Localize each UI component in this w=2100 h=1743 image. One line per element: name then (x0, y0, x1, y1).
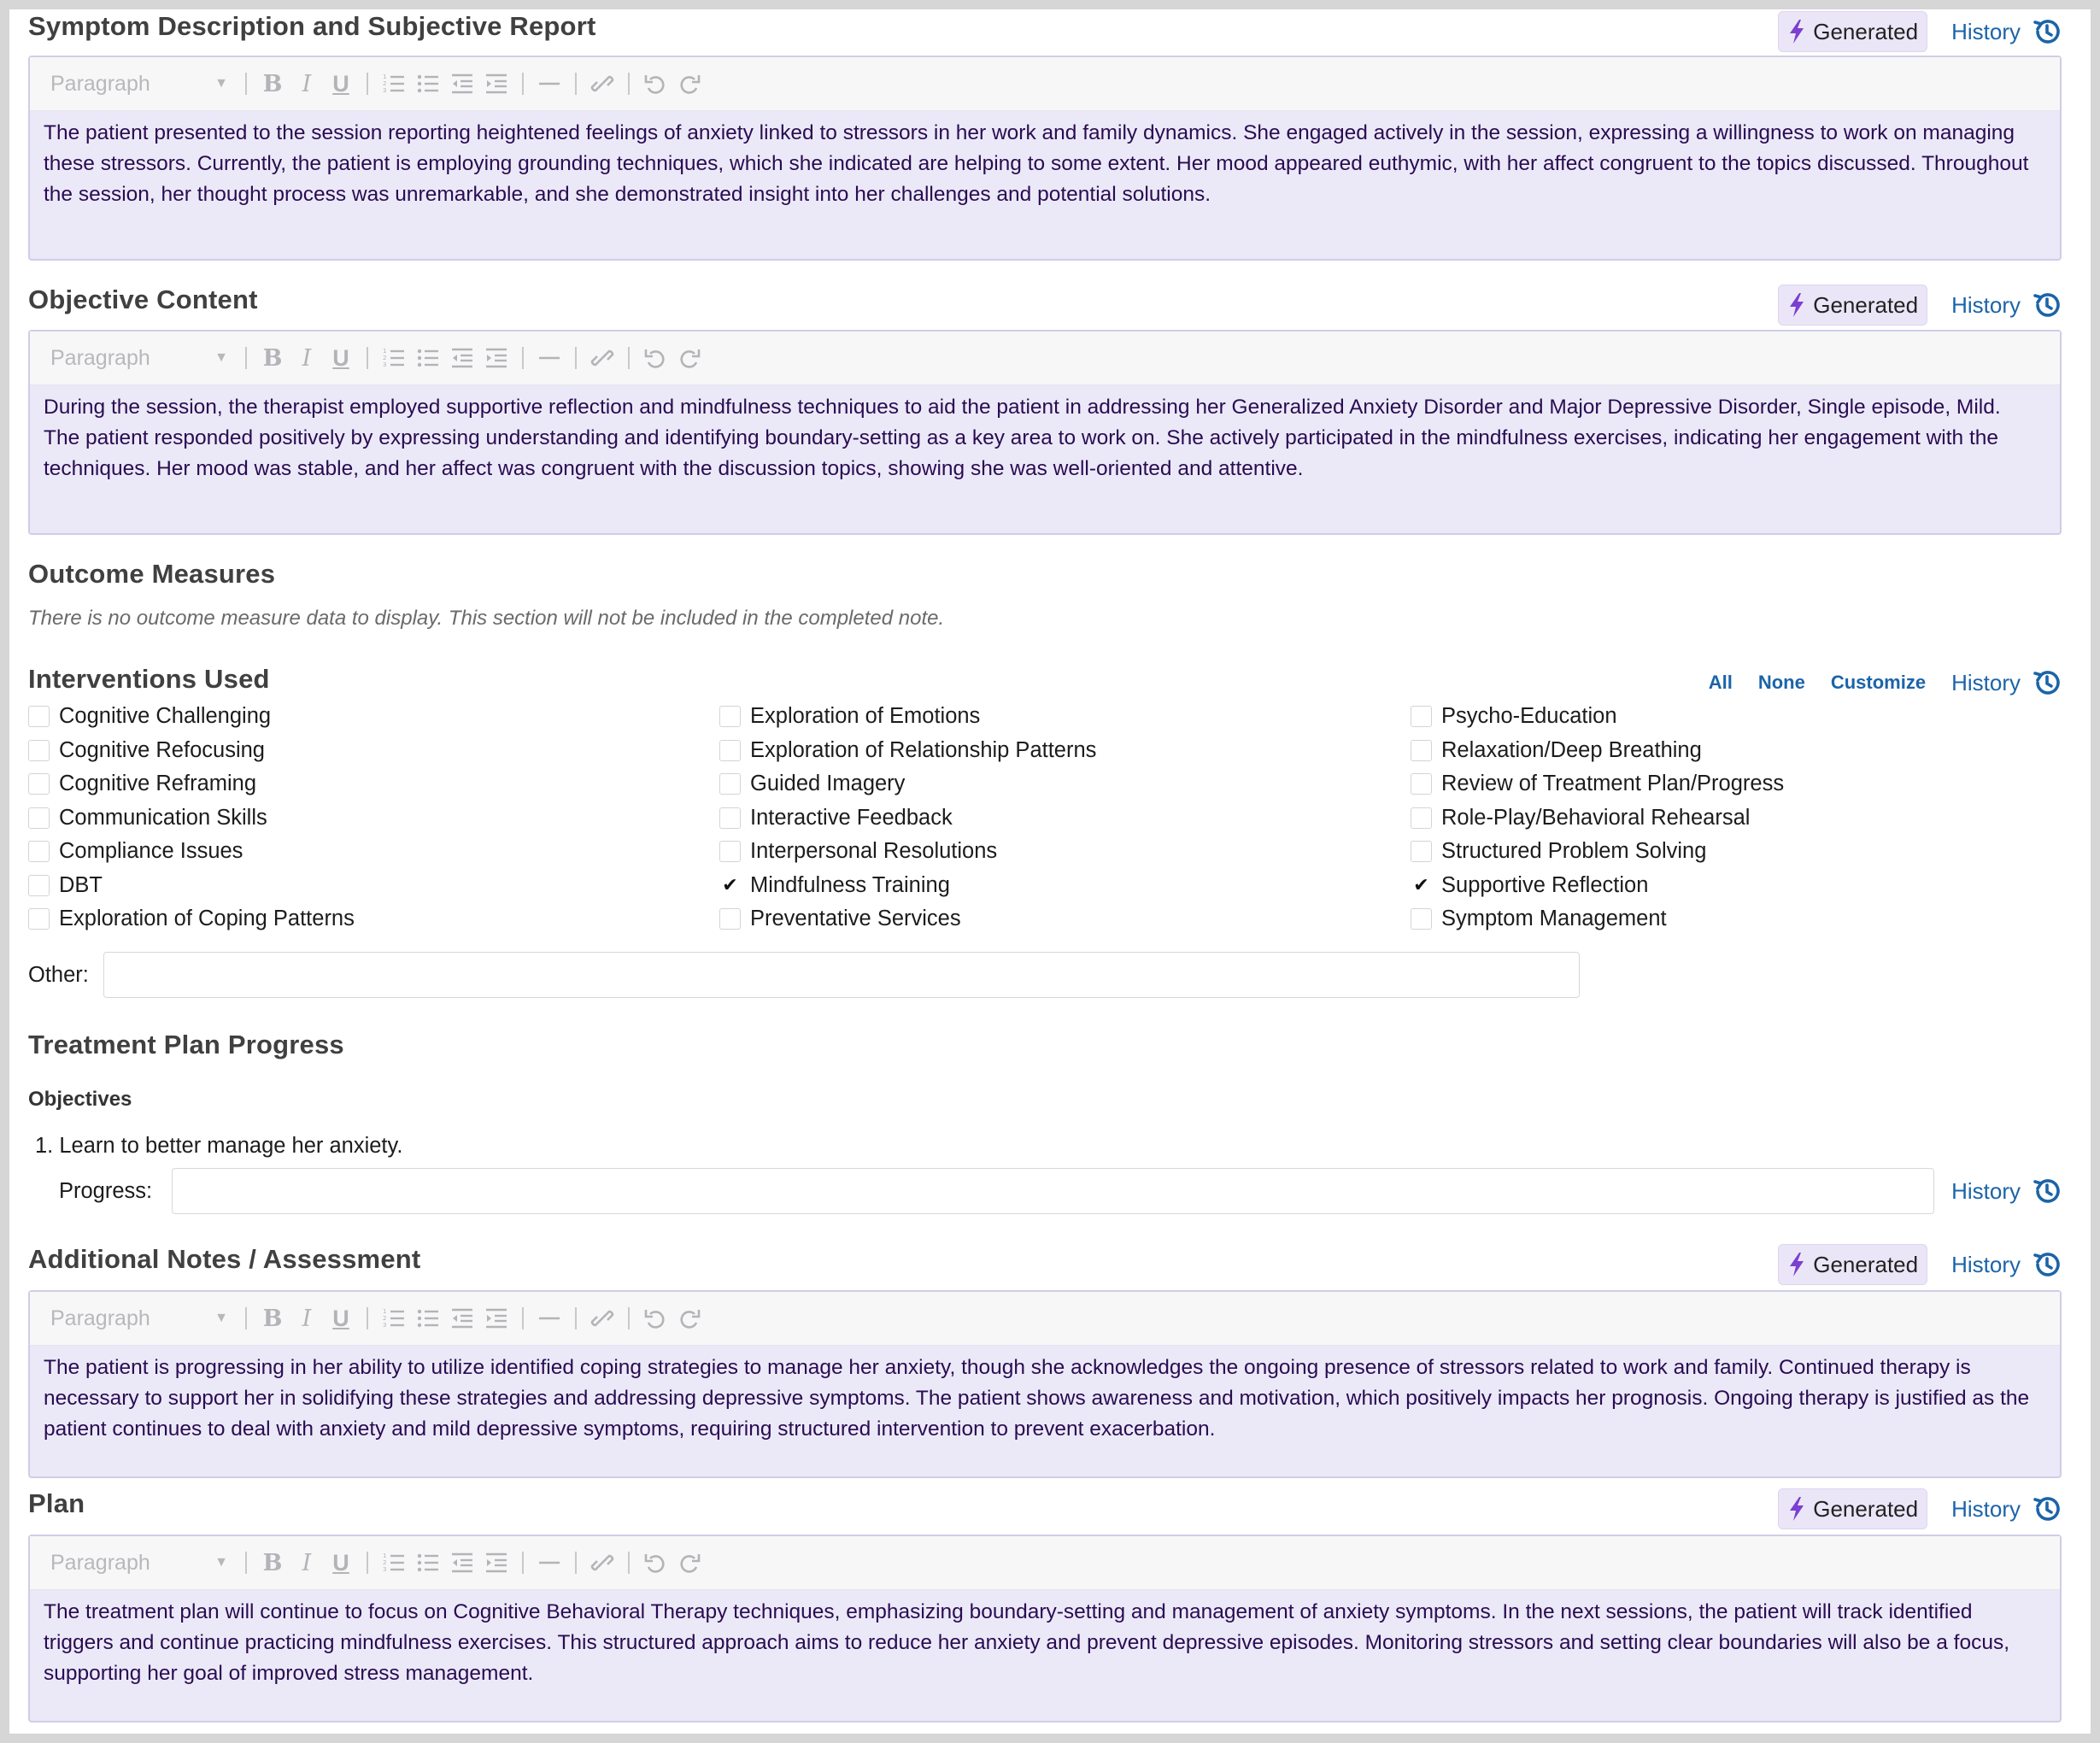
checkbox[interactable] (719, 807, 741, 829)
note-form (9, 9, 2091, 1734)
progress-input[interactable] (172, 1168, 1934, 1214)
link-icon[interactable] (585, 67, 619, 101)
bullet-list-icon[interactable] (411, 1301, 445, 1335)
toolbar-divider (575, 1307, 577, 1329)
checkbox[interactable] (719, 740, 741, 761)
intervention-option[interactable] (28, 767, 355, 801)
plan-section-header (28, 1487, 2062, 1533)
generated-label: Generated (1813, 1251, 1919, 1277)
intervention-option[interactable] (28, 869, 355, 903)
lightning-bolt-icon (1787, 1252, 1806, 1277)
checkbox[interactable] (28, 740, 50, 761)
intervention-label: Structured Problem Solving (1441, 839, 1707, 864)
section-title: Symptom Description and Subjective Report (28, 11, 596, 41)
checkbox[interactable] (1411, 908, 1432, 930)
select-all-link[interactable]: All (1708, 672, 1733, 693)
objective-section-header (28, 283, 2062, 329)
select-none-link[interactable]: None (1757, 672, 1805, 693)
checkbox[interactable] (1411, 740, 1432, 761)
intervention-label: Supportive Reflection (1441, 872, 1649, 897)
paragraph-select[interactable] (50, 1551, 237, 1576)
header-actions (1709, 661, 2062, 704)
history-label: History (1951, 1495, 2021, 1522)
intervention-label: Communication Skills (59, 805, 267, 830)
redo-icon[interactable] (672, 67, 707, 101)
checkbox[interactable] (28, 841, 50, 862)
toolbar-divider (245, 347, 247, 369)
toolbar-divider (575, 73, 577, 95)
history-icon (2033, 17, 2062, 46)
italic-icon[interactable]: I (302, 1305, 312, 1332)
symptom-section-header (28, 9, 2062, 56)
chevron-down-icon: ▼ (214, 1555, 228, 1570)
undo-icon[interactable] (638, 341, 672, 375)
intervention-label: Role-Play/Behavioral Rehearsal (1441, 805, 1751, 830)
history-label: History (1951, 18, 2021, 44)
paragraph-label: Paragraph (50, 1306, 150, 1330)
intervention-option[interactable] (719, 835, 1096, 869)
toolbar-divider (628, 347, 630, 369)
link-icon[interactable] (585, 1301, 619, 1335)
intervention-label: Compliance Issues (59, 839, 243, 864)
toolbar-divider (245, 1552, 247, 1574)
history-label: History (1951, 1177, 2021, 1204)
generated-label: Generated (1813, 291, 1919, 318)
svg-text:1: 1 (383, 348, 387, 355)
bold-icon[interactable]: B (262, 1305, 283, 1332)
numbered-list-icon[interactable] (377, 1546, 411, 1580)
indent-icon[interactable] (479, 341, 513, 375)
checkbox[interactable] (1411, 841, 1432, 862)
bullet-list-icon[interactable] (411, 341, 445, 375)
editor-text[interactable]: During the session, the therapist employed supportive reflection and mindfulness techniques to aid the patient in addressing her Generalized Anxiety Disorder and Major Depressive Disorder, Single episode, Mild. The patient responded positively by expressing understanding and identifying boundary-setting as a key area to work on. She actively participated in the mindfulness exercises, indicating her engagement with the techniques. Her mood was stable, and her affect was congruent with the discussion topics, showing she was well-oriented and attentive. (44, 396, 2001, 480)
indent-icon[interactable] (479, 1301, 513, 1335)
intervention-option[interactable] (1411, 700, 1784, 734)
checkbox[interactable] (1411, 706, 1432, 727)
italic-icon[interactable]: I (302, 1549, 312, 1576)
other-label: Other: (28, 963, 89, 987)
horizontal-rule-icon[interactable] (532, 1546, 566, 1580)
indent-icon[interactable] (479, 67, 513, 101)
generated-badge (1778, 11, 1927, 52)
intervention-option[interactable] (28, 835, 355, 869)
history-icon (2033, 668, 2062, 697)
bold-icon[interactable]: B (262, 344, 283, 372)
editor-toolbar (30, 1536, 2060, 1590)
editor-toolbar (30, 332, 2060, 385)
objective-item: 1. Learn to better manage her anxiety. (35, 1134, 403, 1158)
generated-label: Generated (1813, 18, 1919, 44)
checkbox[interactable] (719, 908, 741, 930)
underline-icon[interactable]: U (332, 70, 349, 97)
undo-icon[interactable] (638, 1546, 672, 1580)
bold-icon[interactable]: B (262, 70, 283, 97)
outcome-empty-message: There is no outcome measure data to display. This section will not be included in the completed note. (28, 607, 945, 630)
customize-link[interactable]: Customize (1830, 672, 1927, 693)
toolbar-divider (245, 73, 247, 95)
history-button[interactable] (1951, 1250, 2062, 1279)
intervention-option[interactable] (719, 801, 1096, 836)
intervention-label: Exploration of Coping Patterns (59, 907, 355, 931)
intervention-label: Guided Imagery (750, 772, 906, 796)
horizontal-rule-icon[interactable] (532, 341, 566, 375)
intervention-option[interactable] (1411, 869, 1784, 903)
svg-text:2: 2 (383, 1559, 387, 1566)
history-button[interactable] (1951, 17, 2062, 46)
history-icon (2033, 1177, 2062, 1206)
section-title: Objective Content (28, 285, 258, 314)
lightning-bolt-icon (1787, 1496, 1806, 1522)
generated-badge (1778, 285, 1927, 326)
outdent-icon[interactable] (445, 341, 479, 375)
checkbox-checked[interactable]: ✔ (722, 874, 738, 896)
svg-text:3: 3 (383, 87, 387, 94)
intervention-label: Interpersonal Resolutions (750, 839, 998, 864)
generated-label: Generated (1813, 1495, 1919, 1522)
checkbox[interactable] (28, 908, 50, 930)
header-actions (1778, 1488, 2062, 1530)
checklist-column (28, 700, 355, 936)
objective-editor[interactable] (28, 330, 2062, 535)
lightning-bolt-icon (1787, 19, 1806, 44)
intervention-label: Cognitive Reframing (59, 772, 257, 796)
paragraph-select[interactable] (50, 72, 237, 97)
svg-text:3: 3 (383, 1322, 387, 1329)
history-icon (2033, 1494, 2062, 1523)
svg-text:2: 2 (383, 80, 387, 87)
intervention-option[interactable] (1411, 767, 1784, 801)
redo-icon[interactable] (672, 1301, 707, 1335)
paragraph-select[interactable] (50, 346, 237, 371)
undo-icon[interactable] (638, 67, 672, 101)
svg-text:2: 2 (383, 355, 387, 361)
other-input[interactable] (103, 952, 1580, 998)
intervention-option[interactable] (719, 734, 1096, 768)
history-button[interactable] (1951, 668, 2062, 697)
toolbar-divider (575, 1552, 577, 1574)
intervention-option[interactable] (28, 734, 355, 768)
intervention-label: Exploration of Relationship Patterns (750, 737, 1097, 762)
intervention-option[interactable] (719, 700, 1096, 734)
svg-text:3: 3 (383, 1566, 387, 1573)
checkbox[interactable] (28, 807, 50, 829)
intervention-label: DBT (59, 872, 103, 897)
header-actions (1778, 1243, 2062, 1286)
svg-text:1: 1 (383, 1552, 387, 1559)
intervention-label: Symptom Management (1441, 907, 1667, 931)
generated-badge (1778, 1244, 1927, 1285)
paragraph-label: Paragraph (50, 345, 150, 370)
bullet-list-icon[interactable] (411, 1546, 445, 1580)
paragraph-label: Paragraph (50, 71, 150, 96)
intervention-label: Cognitive Challenging (59, 704, 272, 729)
intervention-label: Exploration of Emotions (750, 704, 981, 729)
checkbox[interactable] (719, 706, 741, 727)
intervention-label: Review of Treatment Plan/Progress (1441, 772, 1785, 796)
checkbox[interactable] (28, 875, 50, 896)
intervention-label: Psycho-Education (1441, 704, 1617, 729)
history-button[interactable] (1951, 1494, 2062, 1523)
intervention-option[interactable] (28, 902, 355, 936)
toolbar-divider (522, 347, 524, 369)
chevron-down-icon: ▼ (214, 350, 228, 365)
toolbar-divider (522, 1552, 524, 1574)
checkbox[interactable] (28, 773, 50, 795)
svg-text:1: 1 (383, 1308, 387, 1315)
checkbox[interactable] (1411, 807, 1432, 829)
svg-text:3: 3 (383, 361, 387, 368)
link-icon[interactable] (585, 341, 619, 375)
intervention-label: Mindfulness Training (750, 872, 950, 897)
editor-toolbar (30, 1292, 2060, 1346)
toolbar-divider (628, 73, 630, 95)
outdent-icon[interactable] (445, 1546, 479, 1580)
additional-editor[interactable] (28, 1290, 2062, 1478)
history-icon (2033, 290, 2062, 320)
objectives-label: Objectives (28, 1088, 132, 1111)
toolbar-divider (522, 1307, 524, 1329)
header-actions (1778, 284, 2062, 326)
toolbar-divider (628, 1307, 630, 1329)
underline-icon[interactable]: U (332, 1549, 349, 1576)
intervention-option[interactable] (1411, 902, 1784, 936)
intervention-label: Cognitive Refocusing (59, 737, 265, 762)
indent-icon[interactable] (479, 1546, 513, 1580)
chevron-down-icon: ▼ (214, 76, 228, 91)
intervention-option[interactable] (719, 902, 1096, 936)
history-button[interactable] (1951, 1170, 2062, 1212)
numbered-list-icon[interactable] (377, 1301, 411, 1335)
italic-icon[interactable]: I (302, 70, 312, 97)
history-label: History (1951, 1251, 2021, 1277)
history-label: History (1951, 669, 2021, 695)
toolbar-divider (367, 347, 368, 369)
bold-icon[interactable]: B (262, 1549, 283, 1576)
toolbar-divider (628, 1552, 630, 1574)
toolbar-divider (367, 1307, 368, 1329)
intervention-option[interactable] (28, 801, 355, 836)
intervention-option[interactable] (1411, 835, 1784, 869)
history-icon (2033, 1250, 2062, 1279)
checkbox[interactable] (1411, 773, 1432, 795)
intervention-label: Preventative Services (750, 907, 961, 931)
intervention-option[interactable] (28, 700, 355, 734)
editor-text[interactable]: The treatment plan will continue to focus on Cognitive Behavioral Therapy techniques, emphasizing boundary-setting and management of anxiety symptoms. In the next sessions, the patient will track identified triggers and continue practicing mindfulness exercises. This structured approach aims to reduce her anxiety and prevent depressive episodes. Monitoring stressors and setting clear boundaries will also be a focus, supporting her goal of improved stress management. (44, 1600, 2010, 1685)
chevron-down-icon: ▼ (214, 1311, 228, 1325)
svg-text:2: 2 (383, 1315, 387, 1322)
horizontal-rule-icon[interactable] (532, 1301, 566, 1335)
lightning-bolt-icon (1787, 292, 1806, 318)
numbered-list-icon[interactable] (377, 67, 411, 101)
checkbox[interactable] (719, 841, 741, 862)
numbered-list-icon[interactable] (377, 341, 411, 375)
italic-icon[interactable]: I (302, 344, 312, 372)
horizontal-rule-icon[interactable] (532, 67, 566, 101)
intervention-option[interactable] (719, 869, 1096, 903)
intervention-label: Interactive Feedback (750, 805, 953, 830)
bullet-list-icon[interactable] (411, 67, 445, 101)
checklist-column (719, 700, 1096, 936)
intervention-option[interactable] (1411, 801, 1784, 836)
intervention-option[interactable] (719, 767, 1096, 801)
svg-text:1: 1 (383, 73, 387, 80)
editor-text[interactable]: The patient is progressing in her ability to utilize identified coping strategies to manage her anxiety, though she acknowledges the ongoing presence of stressors related to work and family. Continued therapy is necessary to support her in solidifying these strategies and addressing depressive symptoms. The patient shows awareness and motivation, which positively impacts her prognosis. Ongoing therapy is justified as the patient continues to deal with anxiety and mild depressive symptoms, requiring structured intervention to prevent exacerbation. (44, 1356, 2030, 1441)
outdent-icon[interactable] (445, 67, 479, 101)
paragraph-select[interactable] (50, 1306, 237, 1331)
outdent-icon[interactable] (445, 1301, 479, 1335)
toolbar-divider (367, 73, 368, 95)
intervention-label: Relaxation/Deep Breathing (1441, 737, 1702, 762)
redo-icon[interactable] (672, 1546, 707, 1580)
symptom-editor[interactable] (28, 56, 2062, 261)
toolbar-divider (367, 1552, 368, 1574)
undo-icon[interactable] (638, 1301, 672, 1335)
editor-toolbar (30, 57, 2060, 111)
underline-icon[interactable]: U (332, 344, 349, 371)
underline-icon[interactable]: U (332, 1305, 349, 1331)
redo-icon[interactable] (672, 341, 707, 375)
toolbar-divider (245, 1307, 247, 1329)
link-icon[interactable] (585, 1546, 619, 1580)
toolbar-divider (522, 73, 524, 95)
history-button[interactable] (1951, 290, 2062, 320)
section-title: Interventions Used (28, 664, 270, 694)
paragraph-label: Paragraph (50, 1550, 150, 1575)
editor-text[interactable]: The patient presented to the session reporting heightened feelings of anxiety linked to stressors in her work and family dynamics. She engaged actively in the session, expressing a willingness to work on managing these stressors. Currently, the patient is employing grounding techniques, which she indicated are helping to some extent. Her mood appeared euthymic, with her affect congruent to the topics discussed. Throughout the session, her thought process was unremarkable, and she demonstrated insight into her challenges and potential solutions. (44, 121, 2029, 206)
history-label: History (1951, 291, 2021, 318)
generated-badge (1778, 1488, 1927, 1529)
plan-editor[interactable] (28, 1535, 2062, 1722)
section-title: Plan (28, 1488, 85, 1518)
outcome-title: Outcome Measures (28, 559, 276, 589)
checkbox-checked[interactable]: ✔ (1413, 874, 1429, 896)
checkbox[interactable] (719, 773, 741, 795)
treatment-title: Treatment Plan Progress (28, 1030, 344, 1059)
progress-label: Progress: (59, 1179, 153, 1203)
checkbox[interactable] (28, 706, 50, 727)
intervention-option[interactable] (1411, 734, 1784, 768)
section-title: Additional Notes / Assessment (28, 1244, 421, 1274)
header-actions (1778, 10, 2062, 53)
checklist-column (1411, 700, 1784, 936)
toolbar-divider (575, 347, 577, 369)
additional-section-header (28, 1242, 2062, 1288)
